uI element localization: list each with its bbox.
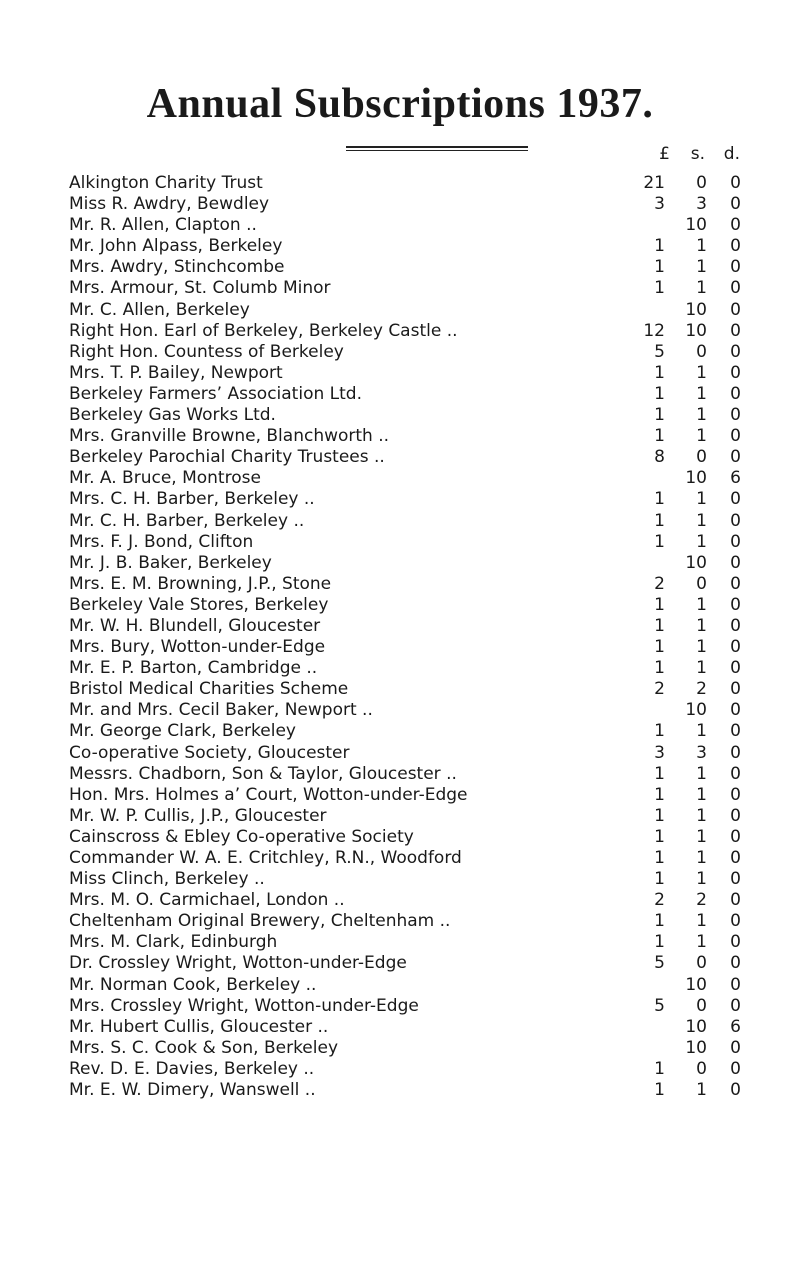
amount-pounds: 12 xyxy=(643,320,665,341)
subscription-row xyxy=(0,806,800,827)
amount-pounds: 1 xyxy=(654,278,665,299)
subscriber-name: Rev. D. E. Davies, Berkeley .. xyxy=(69,1058,315,1079)
amount-pounds: 5 xyxy=(654,341,665,362)
amount-pence: 0 xyxy=(730,995,741,1016)
amount-shillings: 10 xyxy=(685,700,707,721)
amount-shillings: 1 xyxy=(696,911,707,932)
pence-header: d. xyxy=(723,144,740,164)
subscriber-name: Messrs. Chadborn, Son & Taylor, Gloucester .. xyxy=(69,763,457,784)
subscription-row xyxy=(0,321,800,342)
subscription-row xyxy=(0,489,800,510)
amount-shillings: 10 xyxy=(685,552,707,573)
amount-shillings: 1 xyxy=(696,784,707,805)
amount-pounds: 1 xyxy=(654,426,665,447)
amount-pence: 0 xyxy=(730,320,741,341)
subscription-row xyxy=(0,595,800,616)
amount-shillings: 10 xyxy=(685,1037,707,1058)
amount-pence: 0 xyxy=(730,974,741,995)
subscription-row xyxy=(0,257,800,278)
amount-shillings: 0 xyxy=(696,995,707,1016)
amount-shillings: 3 xyxy=(696,194,707,215)
subscriber-name: Mrs. C. H. Barber, Berkeley .. xyxy=(69,489,315,510)
subscription-row xyxy=(0,616,800,637)
subscription-row xyxy=(0,953,800,974)
subscriber-name: Mrs. F. J. Bond, Clifton xyxy=(69,531,254,552)
amount-pence: 0 xyxy=(730,911,741,932)
amount-pounds: 1 xyxy=(654,236,665,257)
subscription-row xyxy=(0,764,800,785)
amount-pence: 6 xyxy=(730,1016,741,1037)
subscriber-name: Right Hon. Earl of Berkeley, Berkeley Castle .. xyxy=(69,320,458,341)
amount-shillings: 1 xyxy=(696,489,707,510)
subscriber-name: Alkington Charity Trust xyxy=(69,173,263,193)
amount-shillings: 0 xyxy=(696,341,707,362)
subscriber-name: Mr. E. P. Barton, Cambridge .. xyxy=(69,658,318,679)
amount-pence: 0 xyxy=(730,721,741,742)
amount-shillings: 1 xyxy=(696,383,707,404)
subscription-row xyxy=(0,700,800,721)
subscription-row xyxy=(0,785,800,806)
amount-pounds: 1 xyxy=(654,784,665,805)
subscriber-name: Mrs. Crossley Wright, Wotton-under-Edge xyxy=(69,995,419,1016)
amount-pounds: 2 xyxy=(654,890,665,911)
subscription-row xyxy=(0,384,800,405)
subscriber-name: Berkeley Gas Works Ltd. xyxy=(69,405,276,426)
subscriber-name: Cainscross & Ebley Co-operative Society xyxy=(69,826,414,847)
subscriber-name: Cheltenham Original Brewery, Cheltenham .. xyxy=(69,911,451,932)
amount-pence: 0 xyxy=(730,362,741,383)
subscription-row xyxy=(0,532,800,553)
subscription-row xyxy=(0,743,800,764)
amount-pounds: 1 xyxy=(654,1058,665,1079)
subscription-row xyxy=(0,721,800,742)
subscriber-name: Mr. C. Allen, Berkeley xyxy=(69,299,250,320)
amount-shillings: 1 xyxy=(696,531,707,552)
amount-pence: 0 xyxy=(730,1037,741,1058)
amount-pounds: 1 xyxy=(654,637,665,658)
amount-pounds: 1 xyxy=(654,489,665,510)
subscriber-name: Mr. W. H. Blundell, Gloucester xyxy=(69,615,321,636)
subscriber-name: Berkeley Parochial Charity Trustees .. xyxy=(69,447,385,468)
shillings-header: s. xyxy=(690,144,705,164)
amount-pounds: 5 xyxy=(654,995,665,1016)
subscriber-name: Mrs. Awdry, Stinchcombe xyxy=(69,257,285,278)
amount-pounds: 1 xyxy=(654,658,665,679)
subscriber-name: Berkeley Farmers’ Association Ltd. xyxy=(69,383,362,404)
amount-pounds: 1 xyxy=(654,510,665,531)
amount-shillings: 10 xyxy=(685,974,707,995)
amount-pence: 6 xyxy=(730,468,741,489)
amount-shillings: 0 xyxy=(696,173,707,193)
amount-pence: 0 xyxy=(730,869,741,890)
amount-pence: 0 xyxy=(730,932,741,953)
subscriber-name: Mr. Norman Cook, Berkeley .. xyxy=(69,974,317,995)
amount-shillings: 3 xyxy=(696,742,707,763)
subscription-row xyxy=(0,827,800,848)
subscription-row xyxy=(0,405,800,426)
subscriber-name: Miss Clinch, Berkeley .. xyxy=(69,869,265,890)
amount-pounds: 1 xyxy=(654,869,665,890)
subscriber-name: Mrs. Armour, St. Columb Minor xyxy=(69,278,331,299)
subscriber-name: Mrs. M. Clark, Edinburgh xyxy=(69,932,278,953)
amount-pounds: 1 xyxy=(654,362,665,383)
amount-pence: 0 xyxy=(730,742,741,763)
subscription-row xyxy=(0,511,800,532)
amount-shillings: 1 xyxy=(696,1080,707,1101)
amount-pence: 0 xyxy=(730,173,741,193)
amount-shillings: 2 xyxy=(696,679,707,700)
subscriber-name: Mr. C. H. Barber, Berkeley .. xyxy=(69,510,305,531)
subscription-row xyxy=(0,1017,800,1038)
amount-pence: 0 xyxy=(730,805,741,826)
subscription-row xyxy=(0,1059,800,1080)
subscription-row xyxy=(0,278,800,299)
amount-pence: 0 xyxy=(730,405,741,426)
subscription-row xyxy=(0,869,800,890)
amount-shillings: 1 xyxy=(696,848,707,868)
amount-pounds: 1 xyxy=(654,257,665,278)
amount-shillings: 1 xyxy=(696,405,707,426)
subscription-row xyxy=(0,658,800,679)
subscription-row xyxy=(0,574,800,595)
amount-pence: 0 xyxy=(730,637,741,658)
amount-pounds: 1 xyxy=(654,826,665,847)
subscriber-name: Mr. John Alpass, Berkeley xyxy=(69,236,283,257)
subscription-row xyxy=(0,447,800,468)
amount-pounds: 1 xyxy=(654,615,665,636)
amount-pence: 0 xyxy=(730,1080,741,1101)
amount-pence: 0 xyxy=(730,257,741,278)
subscriber-name: Mr. E. W. Dimery, Wanswell .. xyxy=(69,1080,316,1101)
amount-pence: 0 xyxy=(730,510,741,531)
amount-pounds: 2 xyxy=(654,573,665,594)
subscription-list xyxy=(0,173,800,1101)
subscriber-name: Mr. and Mrs. Cecil Baker, Newport .. xyxy=(69,700,373,721)
amount-pounds: 2 xyxy=(654,679,665,700)
amount-shillings: 1 xyxy=(696,257,707,278)
pounds-header: £ xyxy=(659,144,670,164)
amount-shillings: 1 xyxy=(696,658,707,679)
subscriber-name: Commander W. A. E. Critchley, R.N., Woodford xyxy=(69,848,462,868)
amount-pence: 0 xyxy=(730,848,741,868)
subscription-row xyxy=(0,996,800,1017)
amount-pounds: 1 xyxy=(654,805,665,826)
amount-pounds: 1 xyxy=(654,721,665,742)
amount-shillings: 1 xyxy=(696,236,707,257)
subscriber-name: Bristol Medical Charities Scheme xyxy=(69,679,349,700)
subscriber-name: Miss R. Awdry, Bewdley xyxy=(69,194,270,215)
amount-pence: 0 xyxy=(730,447,741,468)
amount-shillings: 1 xyxy=(696,637,707,658)
subscription-row xyxy=(0,173,800,194)
subscriber-name: Mrs. M. O. Carmichael, London .. xyxy=(69,890,345,911)
subscription-row xyxy=(0,426,800,447)
amount-pounds: 1 xyxy=(654,531,665,552)
subscriber-name: Mr. R. Allen, Clapton .. xyxy=(69,215,257,236)
amount-shillings: 10 xyxy=(685,215,707,236)
subscription-row xyxy=(0,975,800,996)
amount-pounds: 1 xyxy=(654,848,665,868)
amount-shillings: 1 xyxy=(696,594,707,615)
amount-pence: 0 xyxy=(730,890,741,911)
subscription-row xyxy=(0,300,800,321)
subscriber-name: Mr. George Clark, Berkeley xyxy=(69,721,296,742)
amount-pounds: 5 xyxy=(654,953,665,974)
amount-pence: 0 xyxy=(730,1058,741,1079)
subscription-row xyxy=(0,215,800,236)
amount-pounds: 1 xyxy=(654,405,665,426)
amount-shillings: 1 xyxy=(696,932,707,953)
subscription-row xyxy=(0,1038,800,1059)
amount-pounds: 3 xyxy=(654,194,665,215)
amount-shillings: 1 xyxy=(696,362,707,383)
subscription-row xyxy=(0,236,800,257)
amount-shillings: 10 xyxy=(685,320,707,341)
amount-pence: 0 xyxy=(730,383,741,404)
subscriber-name: Mrs. S. C. Cook & Son, Berkeley xyxy=(69,1037,339,1058)
amount-pence: 0 xyxy=(730,658,741,679)
subscriber-name: Berkeley Vale Stores, Berkeley xyxy=(69,594,329,615)
amount-shillings: 1 xyxy=(696,426,707,447)
subscriber-name: Mrs. T. P. Bailey, Newport xyxy=(69,362,283,383)
subscriber-name: Mrs. Bury, Wotton-under-Edge xyxy=(69,637,326,658)
amount-pence: 0 xyxy=(730,763,741,784)
subscription-row xyxy=(0,848,800,869)
subscription-row xyxy=(0,363,800,384)
amount-pence: 0 xyxy=(730,594,741,615)
subscriber-name: Dr. Crossley Wright, Wotton-under-Edge xyxy=(69,953,407,974)
amount-shillings: 10 xyxy=(685,299,707,320)
subscription-row xyxy=(0,637,800,658)
amount-shillings: 2 xyxy=(696,890,707,911)
amount-pence: 0 xyxy=(730,278,741,299)
amount-pence: 0 xyxy=(730,531,741,552)
subscriber-name: Right Hon. Countess of Berkeley xyxy=(69,341,344,362)
amount-pence: 0 xyxy=(730,236,741,257)
amount-shillings: 1 xyxy=(696,615,707,636)
subscriber-name: Mr. W. P. Cullis, J.P., Gloucester xyxy=(69,805,327,826)
amount-pounds: 1 xyxy=(654,383,665,404)
subscription-row xyxy=(0,1080,800,1101)
amount-pence: 0 xyxy=(730,826,741,847)
amount-shillings: 1 xyxy=(696,278,707,299)
amount-shillings: 1 xyxy=(696,826,707,847)
amount-pounds: 21 xyxy=(643,173,665,193)
subscription-row xyxy=(0,679,800,700)
subscription-row xyxy=(0,194,800,215)
amount-shillings: 1 xyxy=(696,721,707,742)
amount-pence: 0 xyxy=(730,573,741,594)
subscription-row xyxy=(0,890,800,911)
subscriber-name: Mrs. Granville Browne, Blanchworth .. xyxy=(69,426,390,447)
subscription-row xyxy=(0,342,800,363)
amount-pounds: 3 xyxy=(654,742,665,763)
amount-shillings: 1 xyxy=(696,763,707,784)
amount-shillings: 10 xyxy=(685,468,707,489)
subscriber-name: Mrs. E. M. Browning, J.P., Stone xyxy=(69,573,332,594)
subscriber-name: Mr. J. B. Baker, Berkeley xyxy=(69,552,272,573)
amount-shillings: 1 xyxy=(696,869,707,890)
amount-shillings: 0 xyxy=(696,573,707,594)
amount-pence: 0 xyxy=(730,194,741,215)
amount-shillings: 10 xyxy=(685,1016,707,1037)
amount-pence: 0 xyxy=(730,426,741,447)
amount-pence: 0 xyxy=(730,700,741,721)
currency-header xyxy=(0,144,800,170)
amount-pence: 0 xyxy=(730,615,741,636)
amount-pence: 0 xyxy=(730,679,741,700)
amount-shillings: 1 xyxy=(696,510,707,531)
subscriber-name: Mr. Hubert Cullis, Gloucester .. xyxy=(69,1016,329,1037)
subscription-row xyxy=(0,932,800,953)
subscription-row xyxy=(0,911,800,932)
amount-pounds: 1 xyxy=(654,932,665,953)
subscriber-name: Mr. A. Bruce, Montrose xyxy=(69,468,261,489)
subscriber-name: Hon. Mrs. Holmes a’ Court, Wotton-under-Edge xyxy=(69,784,468,805)
amount-shillings: 0 xyxy=(696,953,707,974)
amount-pounds: 1 xyxy=(654,594,665,615)
amount-pounds: 1 xyxy=(654,911,665,932)
subscription-row xyxy=(0,468,800,489)
subscriber-name: Co-operative Society, Gloucester xyxy=(69,742,350,763)
amount-shillings: 0 xyxy=(696,1058,707,1079)
amount-pence: 0 xyxy=(730,784,741,805)
amount-pence: 0 xyxy=(730,489,741,510)
amount-pence: 0 xyxy=(730,299,741,320)
amount-pence: 0 xyxy=(730,552,741,573)
amount-pounds: 1 xyxy=(654,1080,665,1101)
amount-pence: 0 xyxy=(730,341,741,362)
amount-pounds: 8 xyxy=(654,447,665,468)
page-title: Annual Subscriptions 1937. xyxy=(146,81,654,127)
amount-shillings: 0 xyxy=(696,447,707,468)
amount-shillings: 1 xyxy=(696,805,707,826)
amount-pence: 0 xyxy=(730,215,741,236)
subscription-row xyxy=(0,553,800,574)
amount-pounds: 1 xyxy=(654,763,665,784)
amount-pence: 0 xyxy=(730,953,741,974)
